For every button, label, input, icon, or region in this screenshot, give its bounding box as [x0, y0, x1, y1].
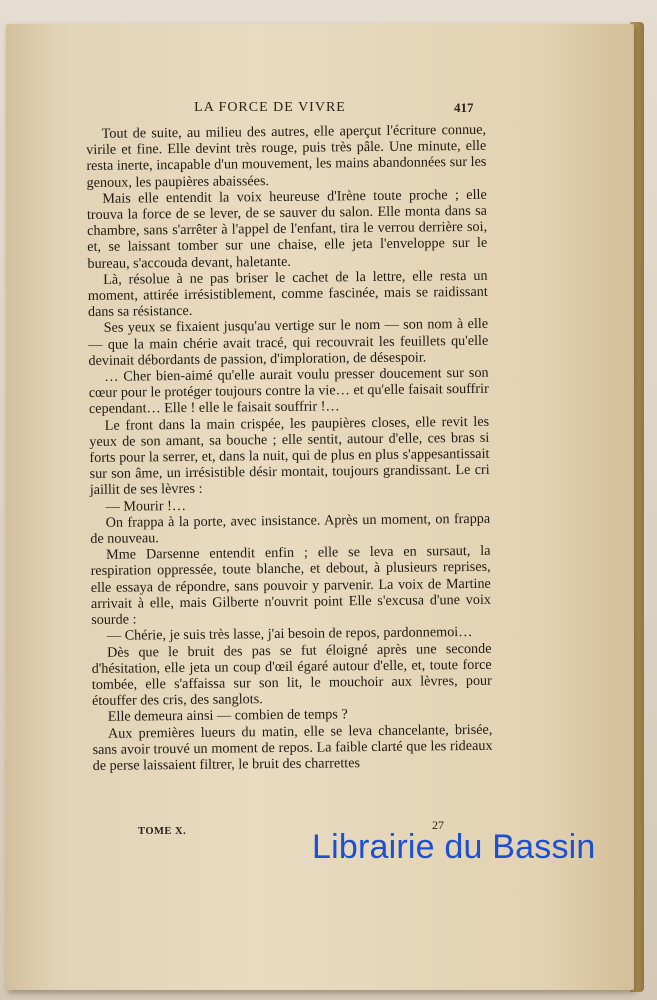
paragraph: On frappa à la porte, avec insistance. Après un moment, on frappa de nouveau. [90, 510, 491, 548]
page-number: 417 [454, 100, 474, 115]
body-text [86, 122, 493, 774]
paragraph: — Mourir !… [105, 497, 187, 515]
paragraph: Là, résolue à ne pas briser le cachet de la lettre, elle resta un moment, attirée irrésistiblement, comme fascinée, mais se raidissant dans sa résistance. [87, 267, 488, 321]
paragraph: Aux premières lueurs du matin, elle se leva chancelante, brisée, sans avoir trouvé un moment de repos. La faible clarté que les rideaux de perse laissaient filtrer, le bruit des charrettes [92, 721, 493, 774]
paragraph: Mais elle entendit la voix heureuse d'Irène toute proche ; elle trouva la force de se lever, de se sauver du salon. Elle monta dans sa chambre, sans s'arrêter à l'appel de l'enfant, tira le verrou derrière soi, et, se laissant tomber sur une chaise, elle jeta l'enveloppe sur le bureau, s'accouda devant, haletante. [86, 186, 488, 272]
paragraph: — Chérie, je suis très lasse, j'ai besoin de repos, pardonnemoi… [106, 624, 473, 645]
paragraph: Ses yeux se fixaient jusqu'au vertige sur le nom — son nom à elle — que la main chérie avait tracé, qui recouvrait les feuillets qu'elle devinait débordants de passion, d'imploration, de désespoir. [88, 316, 489, 369]
paragraph: Tout de suite, au milieu des autres, elle aperçut l'écriture connue, virile et fine. Elle devint très rouge, puis très pâle. Une minute, elle resta inerte, incapable d'un mouvement, les mains abandonnées sur les genoux, les paupières abaissées. [86, 121, 487, 191]
paragraph: Dès que le bruit des pas se fut éloigné après une seconde d'hésitation, elle jeta un coup d'œil égaré autour d'elle, et, toute force tombée, elle s'affaissa sur son lit, le mouchoir aux lèvres, pour étouffer des cris, des sanglots. [91, 640, 492, 710]
paragraph: Elle demeura ainsi — combien de temps ? [107, 706, 348, 726]
paragraph: Mme Darsenne entendit enfin ; elle se leva en sursaut, la respiration oppressée, toute blanche, et debout, à plusieurs reprises, elle essaya de répondre, sans pouvoir y parvenir. La voix de Martine arrivait à elle, mais Gilberte n'ouvrit point Elle s'excusa d'une voix sourde : [90, 543, 492, 629]
watermark-text: Librairie du Bassin [312, 828, 596, 866]
paragraph: … Cher bien-aimé qu'elle aurait voulu presser doucement sur son cœur pour le protéger toujours contre la vie… et qu'elle faisait souffrir cependant… Elle ! elle le faisait souffrir !… [88, 364, 489, 418]
footer-signature: 27 [432, 818, 444, 832]
paragraph: Le front dans la main crispée, les paupières closes, elle revit les yeux de son amant, sa bouche ; elle sentit, autour d'elle, ces bras si forts pour la serrer, et, dans la nuit, qui de plus en plus s'appesantissait sur son âme, un irrésistible désir montait, toujours grandissant. Le cri jaillit de ses lèvres : [89, 413, 490, 499]
footer-tome: TOME X. [138, 826, 187, 837]
running-title: LA FORCE DE VIVRE [194, 100, 346, 115]
